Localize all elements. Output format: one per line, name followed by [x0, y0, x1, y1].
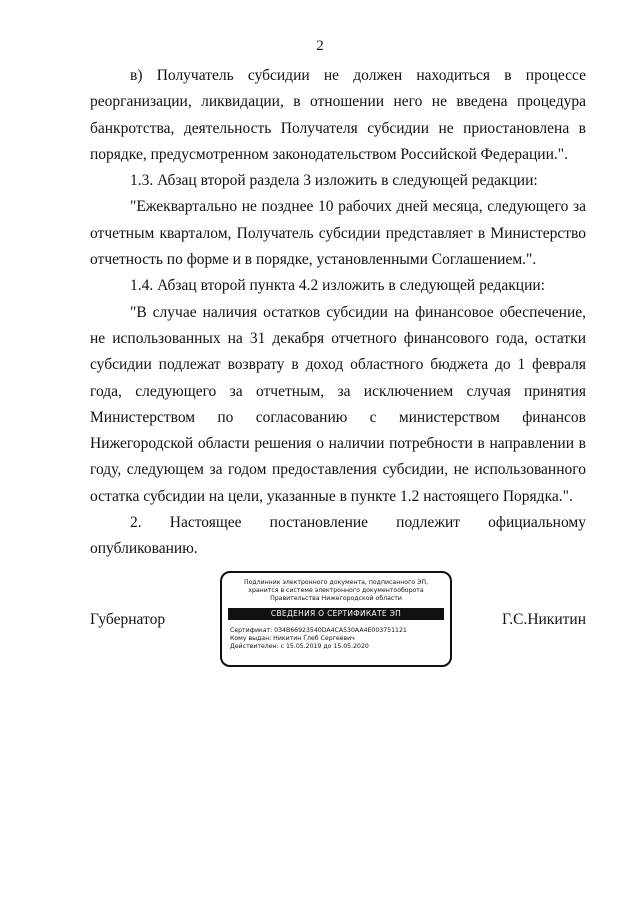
signature-block: [90, 571, 586, 671]
signer-name: Г.С.Никитин: [502, 611, 586, 628]
paragraph-item-v: в) Получатель субсидии не должен находиться в процессе реорганизации, ликвидации, в отношении него не введена процедура банкротства, деятельность Получателя субсидии не приостановлена в порядке, предусмотренном законодательством Российской Федерации.".: [90, 67, 586, 163]
paragraph-1-3-text: "Ежеквартально не позднее 10 рабочих дней месяца, следующего за отчетным кварталом, Получатель субсидии представляет в Министерство отчетность по форме и в порядке, установленными Соглашением.".: [90, 198, 586, 269]
stamp-notice-line: Правительства Нижегородской области: [270, 595, 402, 602]
paragraph-1-4-text: "В случае наличия остатков субсидии на финансовое обеспечение, не использованных на 31 декабря отчетного финансового года, остатки субсидии подлежат возврату в доход областного бюджета до 1 февраля года, следующего за отчетным, за исключением случая принятия Министерством по согласованию с министерством финансов Нижегородской области решения о наличии потребности в направлении в году, следующем за годом предоставления субсидии, не использованного остатка субсидии на цели, указанные в пункте 1.2 настоящего Порядка.".: [90, 303, 586, 505]
electronic-signature-stamp: [220, 571, 452, 667]
page-number: 2: [316, 38, 324, 54]
stamp-notice-line: Подлинник электронного документа, подписанного ЭП,: [243, 579, 429, 586]
paragraph-2: 2. Настоящее постановление подлежит официальному опубликованию.: [90, 514, 586, 558]
stamp-title-band: СВЕДЕНИЯ О СЕРТИФИКАТЕ ЭП: [228, 608, 444, 620]
certificate-owner: Кому выдан: Никитин Глеб Сергеевич: [230, 635, 355, 642]
document-body: [90, 63, 586, 563]
signer-position: Губернатор: [90, 611, 166, 628]
paragraph-1-4: 1.4. Абзац второй пункта 4.2 изложить в следующей редакции:: [130, 277, 545, 295]
certificate-validity: Действителен: с 15.05.2019 до 15.05.2020: [230, 643, 369, 650]
certificate-number: Сертификат: 034B66923540DA4CA530AA4E003751121: [230, 627, 407, 634]
stamp-certificate-details: [228, 627, 444, 651]
stamp-notice-line: хранится в системе электронного документооборота: [248, 587, 424, 594]
stamp-notice: [228, 579, 444, 603]
paragraph-1-3: 1.3. Абзац второй раздела 3 изложить в следующей редакции:: [130, 172, 538, 190]
